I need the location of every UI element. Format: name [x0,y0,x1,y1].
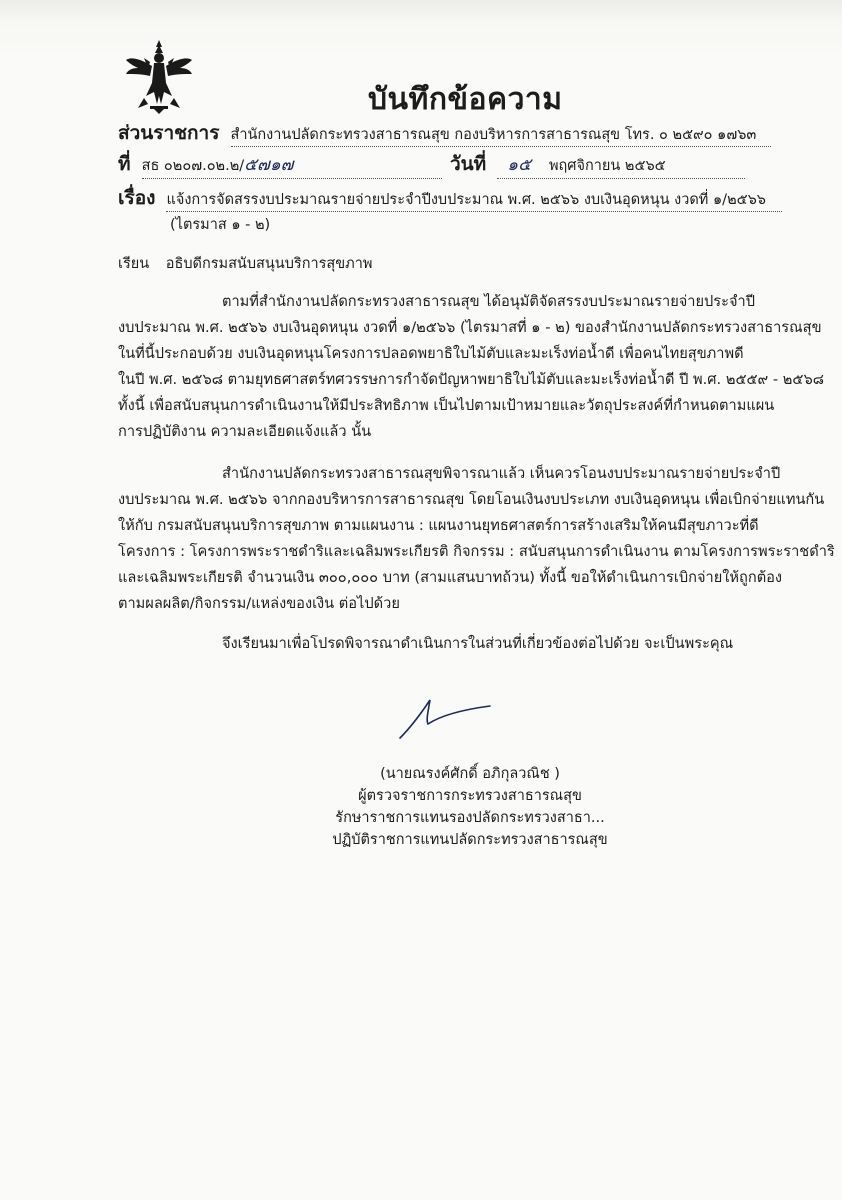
number-row [118,149,442,179]
paragraph-2-line: และเฉลิมพระเกียรติ จำนวนเงิน ๓๐๐,๐๐๐ บาท (สามแสนบาทถ้วน) ทั้งนี้ ขอให้ดำเนินการเบิกจ่ายให้ถูกต้อง [118,569,783,586]
paragraph-2-line: ให้กับ กรมสนับสนุนบริการสุขภาพ ตามแผนงาน : แผนงานยุทธศาสตร์การสร้างเสริมให้คนมีสุขภาวะที่ดี [118,517,759,534]
paragraph-1-line: ทั้งนี้ เพื่อสนับสนุนการดำเนินงานให้มีประสิทธิภาพ เป็นไปตามเป้าหมายและวัตถุประสงค์ที่กำหนดตามแผน [118,397,775,414]
paragraph-1-line: ในปี พ.ศ. ๒๕๖๘ ตามยุทธศาสตร์ทศวรรษการกำจัดปัญหาพยาธิใบไม้ตับและมะเร็งท่อน้ำดี ปี พ.ศ. ๒๕๕๙ - ๒๕๖๘ [118,371,824,388]
paragraph-2-line: โครงการ : โครงการพระราชดำริและเฉลิมพระเกียรติ กิจกรรม : สนับสนุนการดำเนินงาน ตามโครงการพระราชดำริ [118,543,835,560]
number-value-wrap [142,151,442,179]
date-value-wrap [497,151,745,179]
date-label: วันที่ [450,153,487,175]
number-label: ที่ [118,153,131,175]
agency-label: ส่วนราชการ [118,122,220,144]
signer-position-3: ปฏิบัติราชการแทนปลัดกระทรวงสาธารณสุข [332,832,608,848]
salutation-value: อธิบดีกรมสนับสนุนบริการสุขภาพ [165,256,373,272]
date-row [450,149,745,179]
subject-line-2: (ไตรมาส ๑ - ๒) [170,217,271,233]
paragraph-2-line: สำนักงานปลัดกระทรวงสาธารณสุขพิจารณาแล้ว เห็นควรโอนงบประมาณรายจ่ายประจำปี [222,465,781,482]
paragraph-2-line: ตามผลผลิต/กิจกรรม/แหล่งของเงิน ต่อไปด้วย [118,595,400,612]
paragraph-1-line: ตามที่สำนักงานปลัดกระทรวงสาธารณสุข ได้อนุมัติจัดสรรงบประมาณรายจ่ายประจำปี [222,293,755,310]
agency-row [118,118,780,148]
paragraph-2-line: งบประมาณ พ.ศ. ๒๕๖๖ จากกองบริหารการสาธารณสุข โดยโอนเงินงบประเภท งบเงินอุดหนุน เพื่อเบิกจ่ายแทนกัน [118,491,825,508]
subject-label: เรื่อง [118,187,156,209]
paragraph-1-line: การปฏิบัติงาน ความละเอียดแจ้งแล้ว นั้น [118,423,372,440]
date-day-handwritten: ๑๕ [507,155,531,175]
signer-position-2: รักษาราชการแทนรองปลัดกระทรวงสาธา... [335,810,605,826]
salutation-row [118,252,372,275]
memo-title: บันทึกข้อความ [368,82,563,117]
signature-scribble [390,690,500,750]
signature-block [300,762,640,850]
signer-position-1: ผู้ตรวจราชการกระทรวงสาธารณสุข [358,788,582,804]
subject-line-1: แจ้งการจัดสรรงบประมาณรายจ่ายประจำปีงบประมาณ พ.ศ. ๒๕๖๖ งบเงินอุดหนุน งวดที่ ๑/๒๕๖๖ [166,188,782,212]
garuda-emblem-icon [124,38,194,114]
signer-name: (นายณรงค์ศักดิ์ อภิกุลวณิช ) [380,766,560,782]
number-handwritten: ๕๗๑๗ [244,155,294,175]
agency-value: สำนักงานปลัดกระทรวงสาธารณสุข กองบริหารการสาธารณสุข โทร. ๐ ๒๕๙๐ ๑๗๖๓ [231,123,771,147]
subject-row [118,183,782,213]
paragraph-1-line: งบประมาณ พ.ศ. ๒๕๖๖ งบเงินอุดหนุน งวดที่ ๑/๒๕๖๖ (ไตรมาสที่ ๑ - ๒) ของสำนักงานปลัดกระทรวงสาธารณสุข [118,319,822,336]
salutation-label: เรียน [118,256,150,272]
date-value: พฤศจิกายน ๒๕๖๕ [548,158,666,174]
paragraph-1-line: ในที่นี้ประกอบด้วย งบเงินอุดหนุนโครงการปลอดพยาธิใบไม้ตับและมะเร็งท่อน้ำดี เพื่อคนไทยสุขภาพดี [118,345,744,362]
closing-line: จึงเรียนมาเพื่อโปรดพิจารณาดำเนินการในส่วนที่เกี่ยวข้องต่อไปด้วย จะเป็นพระคุณ [222,635,734,652]
number-value: สธ ๐๒๐๗.๐๒.๒/ [141,158,245,174]
